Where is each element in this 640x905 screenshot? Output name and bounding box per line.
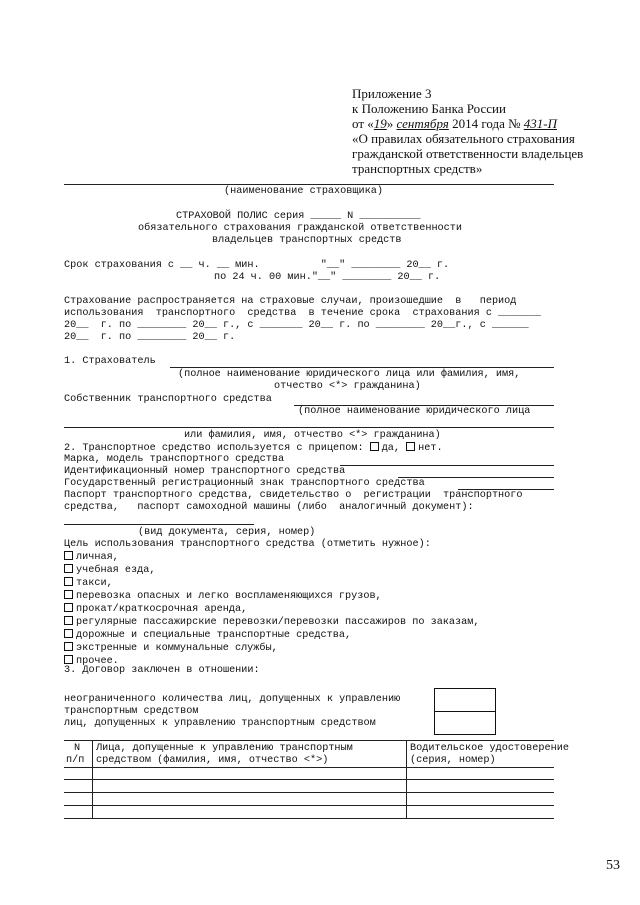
purpose-item xyxy=(64,551,480,564)
purpose-checkbox[interactable] xyxy=(64,616,73,625)
term-line-1: Срок страхования с __ ч. __ мин. "__" ________ 20__ г. xyxy=(64,260,450,271)
trailer-no-checkbox[interactable] xyxy=(406,442,415,451)
appendix-subject-1: «О правилах обязательного страхования xyxy=(352,131,575,146)
passport-line-2: средства, паспорт самоходной машины (либо аналогичный документ): xyxy=(64,502,474,513)
purpose-checkbox[interactable] xyxy=(64,655,73,664)
table-header-np: п/п xyxy=(66,755,85,766)
policy-subtitle-1: обязательного страхования гражданской ответственности xyxy=(138,223,463,234)
coverage-line-2: использования транспортного средства в течение срока страхования с _______ xyxy=(64,308,541,319)
purpose-label: прокат/краткосрочная аренда, xyxy=(76,604,248,615)
purpose-item xyxy=(64,564,480,577)
insurer-line xyxy=(64,184,554,185)
purpose-item xyxy=(64,629,480,642)
policy-title: СТРАХОВОЙ ПОЛИС серия _____ N __________ xyxy=(176,211,421,222)
table-row-line xyxy=(64,805,554,806)
option-limited: лиц, допущенных к управлению транспортным средством xyxy=(64,718,376,729)
appendix-subject-3: транспортных средств» xyxy=(352,161,483,176)
purpose-checkbox[interactable] xyxy=(64,603,73,612)
owner-caption-2: или фамилия, имя, отчество <*> гражданина) xyxy=(184,430,441,441)
make-line xyxy=(340,465,554,466)
table-row-line xyxy=(64,792,554,793)
table-header-persons-2: средством (фамилия, имя, отчество <*>) xyxy=(96,755,329,766)
handwritten-month: сентября xyxy=(396,116,449,131)
appendix-regulation: к Положению Банка России xyxy=(352,101,506,116)
owner-caption-1: (полное наименование юридического лица xyxy=(298,406,531,417)
purpose-checkbox[interactable] xyxy=(64,590,73,599)
option-unlimited-box[interactable] xyxy=(434,688,496,712)
coverage-line-1: Страхование распространяется на страховые случаи, произошедшие в период xyxy=(64,296,517,307)
purpose-label: перевозка опасных и легко воспламеняющихся грузов, xyxy=(76,591,382,602)
appendix-date: от «19» сентября 2014 года № 431-П xyxy=(352,116,557,131)
make-label: Марка, модель транспортного средства xyxy=(64,454,285,465)
purpose-label: Цель использования транспортного средства (отметить нужное): xyxy=(64,539,431,550)
trailer-yes-checkbox[interactable] xyxy=(370,442,379,451)
table-top-line xyxy=(64,740,554,741)
policyholder-caption-1: (полное наименование юридического лица или фамилия, имя, xyxy=(178,369,521,380)
passport-line-1: Паспорт транспортного средства, свидетельство о регистрации транспортного xyxy=(64,490,523,501)
table-row-line xyxy=(64,818,554,819)
appendix-header xyxy=(352,86,622,176)
term-line-2: по 24 ч. 00 мин."__" ________ 20__ г. xyxy=(214,272,441,283)
vin-label: Идентификационный номер транспортного средства xyxy=(64,466,346,477)
purpose-checkbox[interactable] xyxy=(64,551,73,560)
purpose-label: дорожные и специальные транспортные средства, xyxy=(76,630,352,641)
purpose-item xyxy=(64,616,480,629)
handwritten-number: 431-П xyxy=(523,116,557,131)
option-limited-box[interactable] xyxy=(434,711,496,735)
policyholder-line xyxy=(170,367,554,368)
table-header-n: N xyxy=(74,743,81,754)
owner-label: Собственник транспортного средства xyxy=(64,394,272,405)
handwritten-day: 19 xyxy=(373,116,387,131)
purpose-label: регулярные пассажирские перевозки/перевозки пассажиров по заказам, xyxy=(76,617,480,628)
purpose-list xyxy=(64,551,480,668)
purpose-checkbox[interactable] xyxy=(64,642,73,651)
section3-label: 3. Договор заключен в отношении: xyxy=(64,665,260,676)
table-header-license-2: (серия, номер) xyxy=(410,755,496,766)
option-unlimited-1: неограниченного количества лиц, допущенных к управлению xyxy=(64,694,401,705)
purpose-checkbox[interactable] xyxy=(64,629,73,638)
table-row-line xyxy=(64,779,554,780)
option-unlimited-2: транспортным средством xyxy=(64,706,199,717)
table-header-persons-1: Лица, допущенные к управлению транспортным xyxy=(96,743,353,754)
table-row-line xyxy=(64,767,554,768)
doc-caption: (вид документа, серия, номер) xyxy=(138,527,316,538)
trailer-row: 2. Транспортное средство используется с прицепом: да, нет. xyxy=(64,443,443,454)
owner-line-2 xyxy=(64,427,554,428)
policyholder-caption-2: отчество <*> гражданина) xyxy=(274,381,421,392)
doc-line xyxy=(64,524,254,525)
purpose-item xyxy=(64,590,480,603)
plate-label: Государственный регистрационный знак транспортного средства xyxy=(64,478,425,489)
purpose-item xyxy=(64,642,480,655)
purpose-checkbox[interactable] xyxy=(64,577,73,586)
purpose-label: экстренные и коммунальные службы, xyxy=(76,643,278,654)
purpose-item xyxy=(64,603,480,616)
purpose-item xyxy=(64,577,480,590)
policy-subtitle-2: владельцев транспортных средств xyxy=(212,235,402,246)
appendix-subject-2: гражданской ответственности владельцев xyxy=(352,146,584,161)
appendix-title: Приложение 3 xyxy=(352,86,432,101)
purpose-label: личная, xyxy=(76,552,119,563)
purpose-label: учебная езда, xyxy=(76,565,156,576)
purpose-label: прочее. xyxy=(76,656,119,667)
policyholder-label: 1. Страхователь xyxy=(64,356,156,367)
purpose-checkbox[interactable] xyxy=(64,564,73,573)
coverage-line-4: 20__ г. по ________ 20__ г. xyxy=(64,332,236,343)
coverage-line-3: 20__ г. по ________ 20__ г., с _______ 20__ г. по ________ 20__г., с ______ xyxy=(64,320,529,331)
insurer-caption: (наименование страховщика) xyxy=(224,186,383,197)
purpose-label: такси, xyxy=(76,578,113,589)
page-number: 53 xyxy=(606,858,620,873)
table-header-license-1: Водительское удостоверение xyxy=(410,743,569,754)
